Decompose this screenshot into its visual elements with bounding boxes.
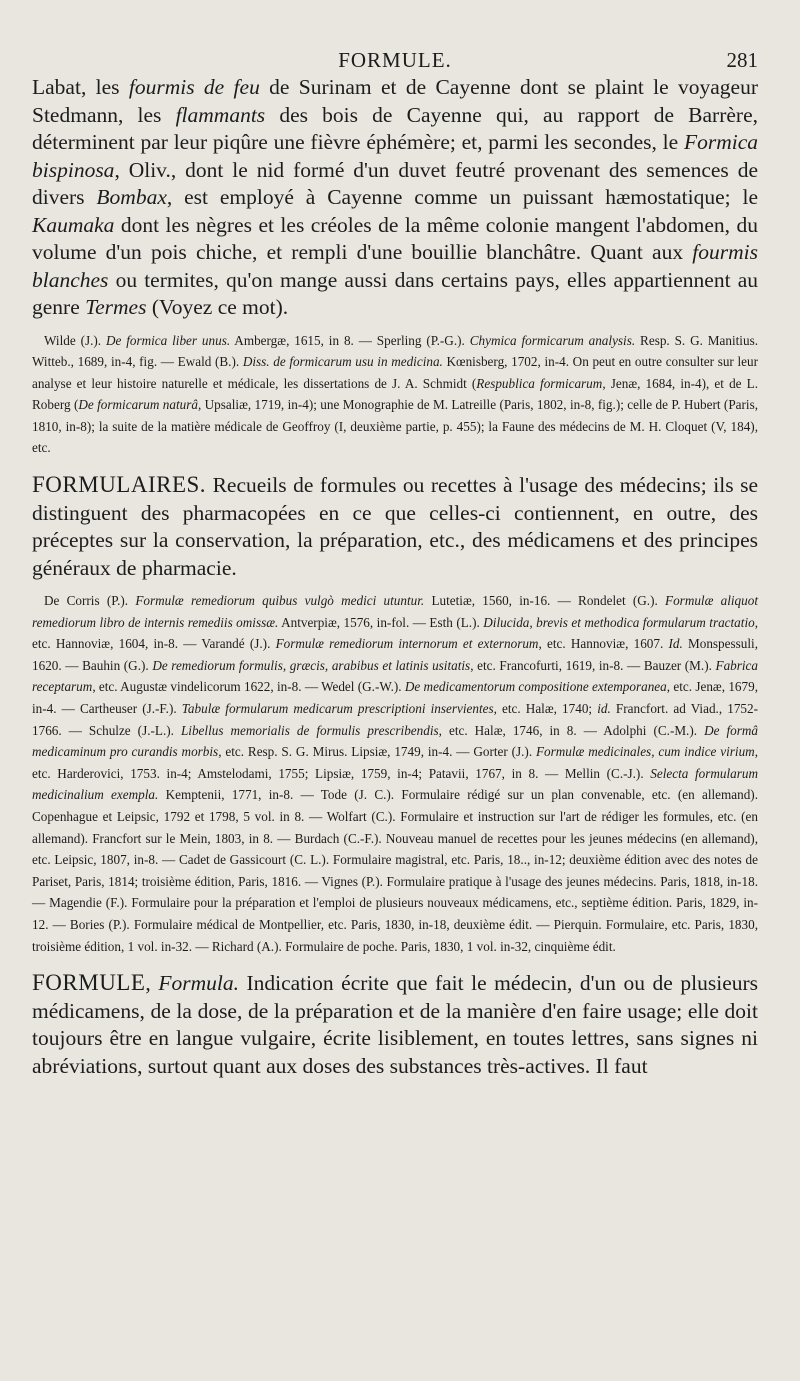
italic-run: De formâ medicaminum pro curandis morbis xyxy=(32,722,758,760)
italic-run: Tabulæ formularum medicarum prescriptioni inservientes xyxy=(181,701,494,717)
text-run: , etc. Harderovici, 1753. in-4; Amstelodami, 1755; Lipsiæ, 1759, in-4; Patavii, 1767, in 8. — Mellin (C.-J.). xyxy=(32,744,758,781)
spacer xyxy=(32,322,758,330)
italic-run: Libellus memorialis de formulis prescribendis xyxy=(180,722,439,738)
bibliography-formulaires xyxy=(32,590,758,957)
text-run: ou termites, qu'on mange aussi dans certains pays, elles appartiennent au genre xyxy=(32,267,758,319)
italic-run: Dilucida, brevis et methodica formularum tractatio xyxy=(483,614,755,630)
text-run: , Upsaliæ, 1719, in-4); une Monographie de M. Latreille (Paris, 1802, in-8, fig.); celle de P. Hubert (Paris, 1810, in-8); la suite de la matière médicale de Geoffroy (I, deuxième partie, p. 455); la Faune des médecins de M. H. Cloquet (V, 184), etc. xyxy=(32,397,758,456)
continuation-paragraph xyxy=(32,74,758,322)
entry-formulaires xyxy=(32,471,758,582)
italic-run: De remediorum formulis, græcis, arabibus et latinis usitatis xyxy=(152,657,471,673)
italic-run: Kaumaka xyxy=(32,212,115,237)
text-run: , xyxy=(145,971,159,996)
italic-run: Termes xyxy=(85,295,147,319)
italic-run: Formulæ aliquot remediorum libro de internis remediis omissæ. xyxy=(32,593,759,630)
italic-run: Chymica formicarum analysis. xyxy=(469,332,636,348)
entry-term: FORMULAIRES. xyxy=(32,472,207,498)
italic-run: fourmis de feu xyxy=(128,75,260,99)
text-run: , etc. Hannoviæ, 1607. xyxy=(538,636,669,652)
text-run: Francfort. ad Viad., 1752-1766. — Schulze (J.-L.). xyxy=(32,701,759,738)
running-head: FORMULE. xyxy=(338,48,452,72)
spacer xyxy=(32,459,758,471)
text-run: , etc. Halæ, 1746, in 8. — Adolphi (C.-M.). xyxy=(438,722,705,738)
text-run: , est employé à Cayenne comme un puissant hæmostatique; le xyxy=(166,185,758,209)
text-run: Ambergæ, 1615, in 8. — Sperling (P.-G.). xyxy=(230,332,470,348)
italic-run: Respublica formicarum xyxy=(476,375,603,391)
page-number: 281 xyxy=(726,48,758,72)
entry-term: FORMULE xyxy=(32,970,146,996)
text-run: Resp. S. G. Manitius. Witteb., 1689, in-4, fig. — Ewald (B.). xyxy=(32,332,758,370)
text-run: Kœnisberg, 1702, in-4. On peut en outre consulter sur leur analyse et leur histoire naturelle et médicale, les dissertations de J. A. Schmidt ( xyxy=(32,354,758,391)
entry-definition: Recueils de formules ou recettes à l'usage des médecins; ils se distinguent des pharmacopées en ce que celles-ci contiennent, en outre, des préceptes sur la conservation, la préparation, etc., des médicamens et des principes généraux de pharmacie. xyxy=(32,473,758,580)
text-run: , etc. Jenæ, 1679, in-4. — Cartheuser (J.-F.). xyxy=(32,679,758,717)
text-run: Labat, les xyxy=(32,75,129,99)
italic-run: Diss. de formicarum usu in medicina. xyxy=(242,354,443,370)
text-run: , etc. Halæ, 1740; xyxy=(493,701,598,717)
italic-run: Fabrica receptarum xyxy=(32,657,759,695)
entry-latin-name: Formula. xyxy=(158,971,239,996)
text-run: , etc. Resp. S. G. Mirus. Lipsiæ, 1749, in-4. — Gorter (J.). xyxy=(218,744,536,760)
italic-run: De formicarum naturâ xyxy=(78,397,198,413)
page-header xyxy=(32,0,758,74)
italic-run: Formica bispinosa xyxy=(32,130,758,182)
text-run: dont les nègres et les créoles de la même colonie mangent l'abdomen, du volume d'un pois chiche, et rempli d'une bouillie blanchâtre. Quant aux xyxy=(32,212,758,264)
text-run: (Voyez ce mot). xyxy=(146,295,289,319)
text-run: de Surinam et de Cayenne dont se plaint le voyageur Stedmann, les xyxy=(32,75,758,127)
text-run: des bois de Cayenne qui, au rapport de Barrère, déterminent par leur piqûre une fièvre éphémère; et, parmi les secondes, le xyxy=(32,102,758,154)
spacer xyxy=(32,957,758,969)
entry-definition: Indication écrite que fait le médecin, d'un ou de plusieurs médicamens, de la dose, de la préparation et de la manière d'en faire usage; elle doit toujours être en langue vulgaire, écrite lisiblement, en toutes lettres, sans signes ni abréviations, surtout quant aux doses des substances très-actives. Il faut xyxy=(32,971,759,1078)
italic-run: De medicamentorum compositione extemporanea xyxy=(404,679,667,695)
entry-formule xyxy=(32,969,758,1080)
text-run: Antverpiæ, 1576, in-fol. — Esth (L.). xyxy=(278,614,484,630)
bibliography-fourmi xyxy=(32,330,758,460)
text-run: De Corris (P.). xyxy=(44,593,136,609)
spacer xyxy=(32,582,758,590)
italic-run: Formulæ remediorum internorum et externorum xyxy=(275,636,539,652)
text-run: , Jenæ, 1684, in-4), et de L. Roberg ( xyxy=(32,375,759,413)
text-run: Kemptenii, 1771, in-8. — Tode (J. C.). Formulaire rédigé sur un plan convenable, etc. (en allemand). Copenhague et Leipsic, 1792 et 1798, 5 vol. in 8. — Wolfart (C.). Formulaire et instruction sur l'art de rédiger les formules, etc. (en allemand). Francfort sur le Mein, 1803, in 8. — Burdach (C.-F.). Nouveau manuel de recettes pour les jeunes médecins (en allemand), etc. Leipsic, 1807, in-8. — Cadet de Gassicourt (C. L.). Formulaire magistral, etc. Paris, 18.., in-12; deuxième édition avec des notes de Pariset, Paris, 1814; troisième édition, Paris, 1816. — Vignes (P.). Formulaire pratique à l'usage des jeunes médecins. Paris, 1818, in-18. — Magendie (F.). Formulaire pour la préparation et l'emploi de plusieurs nouveaux médicamens, etc., septième édition. Paris, 1829, in-12. — Bories (P.). Formulaire médical de Montpellier, etc. Paris, 1830, in-18, deuxième édit. — Pierquin. Formulaire, etc. Paris, 1830, troisième édition, 1 vol. in-32. — Richard (A.). Formulaire de poche. Paris, 1830, 1 vol. in-32, cinquième édit. xyxy=(32,787,758,954)
text-run: Wilde (J.). xyxy=(44,332,106,348)
italic-run: Formulæ remediorum quibus vulgò medici utuntur. xyxy=(135,593,425,609)
text-run: Lutetiæ, 1560, in-16. — Rondelet (G.). xyxy=(424,593,666,609)
text-run: , etc. Hannoviæ, 1604, in-8. — Varandé (J.). xyxy=(32,614,758,652)
italic-run: De formica liber unus. xyxy=(105,332,231,348)
italic-run: Bombax xyxy=(96,185,167,209)
text-run: Monspessuli, 1620. — Bauhin (G.). xyxy=(32,636,758,673)
italic-run: Formulæ medicinales, cum indice virium xyxy=(535,744,755,760)
text-run: , Oliv., dont le nid formé d'un duvet feutré provenant des semences de divers xyxy=(32,157,758,209)
text-run: , etc. Augustæ vindelicorum 1622, in-8. — Wedel (G.-W.). xyxy=(92,679,405,695)
italic-run: flammants xyxy=(175,102,266,127)
italic-run: id. xyxy=(597,701,611,717)
italic-run: fourmis blanches xyxy=(32,240,758,292)
text-run: , etc. Francofurti, 1619, in-8. — Bauzer (M.). xyxy=(470,657,716,673)
italic-run: Id. xyxy=(668,636,683,652)
italic-run: Selecta formularum medicinalium exempla. xyxy=(32,765,758,803)
